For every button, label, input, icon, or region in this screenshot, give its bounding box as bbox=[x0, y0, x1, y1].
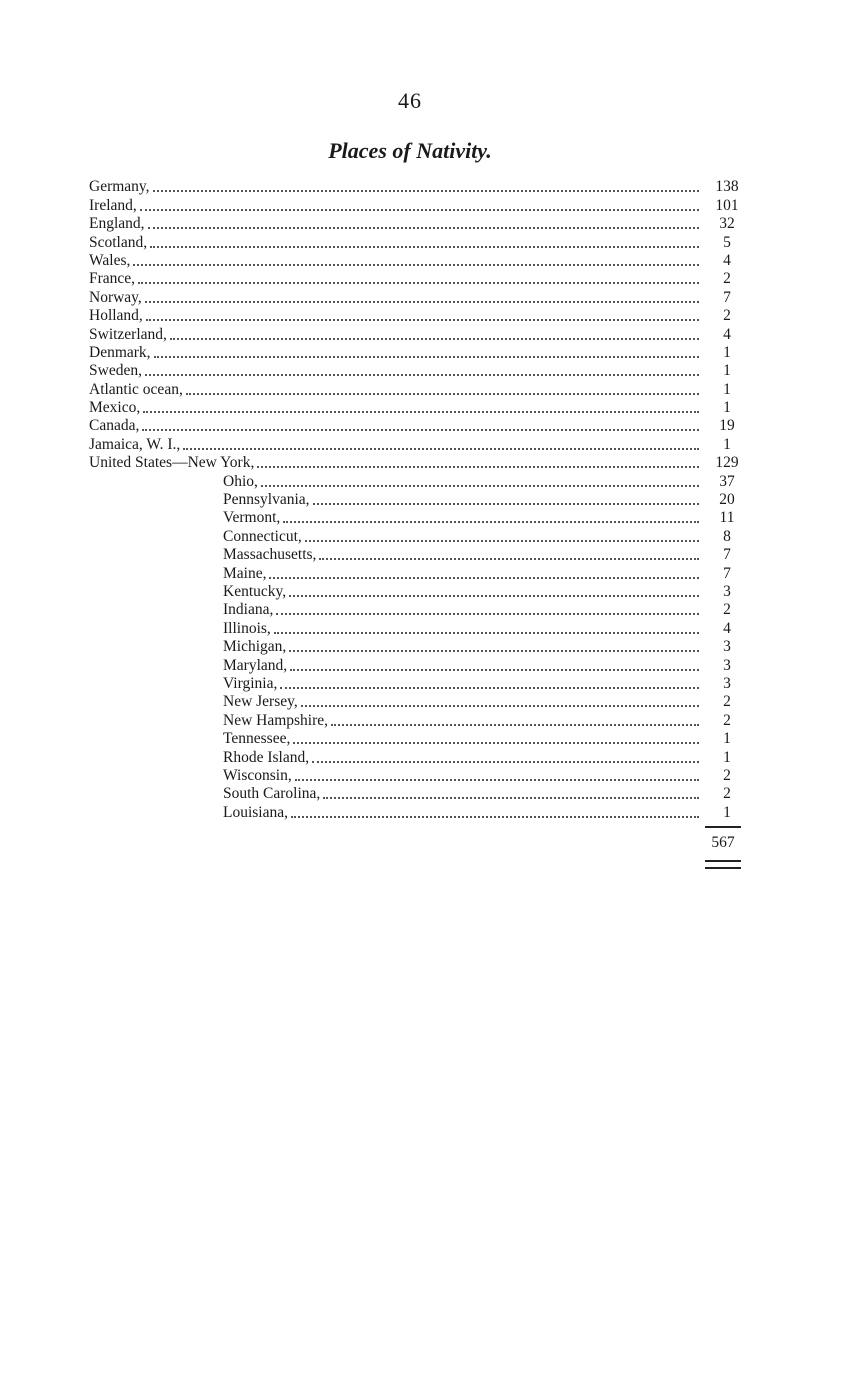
count-value: 2 bbox=[723, 270, 731, 288]
nativity-row bbox=[89, 619, 745, 637]
count-value: 32 bbox=[719, 215, 735, 233]
dot-leader bbox=[289, 650, 699, 652]
place-label: Michigan, bbox=[223, 638, 287, 656]
count-value: 138 bbox=[715, 178, 739, 196]
count-value: 1 bbox=[723, 435, 731, 453]
nativity-row bbox=[89, 307, 745, 325]
nativity-row bbox=[89, 656, 745, 674]
place-label: Wales, bbox=[89, 251, 131, 269]
nativity-row bbox=[89, 509, 745, 527]
count-value: 1 bbox=[723, 380, 731, 398]
nativity-row bbox=[89, 399, 745, 417]
count-value: 11 bbox=[719, 509, 735, 527]
place-label: Louisiana, bbox=[223, 803, 288, 821]
count-value: 2 bbox=[723, 785, 731, 803]
place-label: Switzerland, bbox=[89, 325, 167, 343]
dot-leader bbox=[269, 577, 699, 579]
count-value: 20 bbox=[719, 491, 735, 509]
nativity-row bbox=[89, 233, 745, 251]
place-label: Tennessee, bbox=[223, 730, 291, 748]
dot-leader bbox=[290, 669, 699, 671]
count-value: 101 bbox=[715, 196, 739, 214]
nativity-row bbox=[89, 638, 745, 656]
nativity-row bbox=[89, 252, 745, 270]
count-value: 2 bbox=[723, 766, 731, 784]
place-label: New York, bbox=[187, 454, 255, 472]
place-label: Kentucky, bbox=[223, 582, 287, 600]
place-label: Mexico, bbox=[89, 399, 141, 417]
nativity-table bbox=[89, 178, 745, 822]
dot-leader bbox=[312, 761, 699, 763]
place-label: Maryland, bbox=[223, 656, 288, 674]
nativity-row bbox=[89, 546, 745, 564]
dot-leader bbox=[170, 338, 699, 340]
dot-leader bbox=[276, 613, 699, 615]
nativity-row bbox=[89, 270, 745, 288]
dot-leader bbox=[291, 816, 699, 818]
dot-leader bbox=[257, 466, 699, 468]
place-label: Virginia, bbox=[223, 674, 278, 692]
total-rule bbox=[705, 826, 741, 828]
nativity-row bbox=[89, 730, 745, 748]
dot-leader bbox=[331, 724, 699, 726]
dot-leader bbox=[145, 374, 699, 376]
place-label: Indiana, bbox=[223, 601, 274, 619]
count-value: 37 bbox=[719, 472, 735, 490]
count-value: 3 bbox=[723, 582, 731, 600]
dot-leader bbox=[261, 485, 699, 487]
place-label: Ireland, bbox=[89, 196, 137, 214]
dot-leader bbox=[283, 521, 699, 523]
place-label: France, bbox=[89, 270, 136, 288]
dot-leader bbox=[138, 282, 699, 284]
place-label: Connecticut, bbox=[223, 527, 302, 545]
place-label: New Jersey, bbox=[223, 693, 298, 711]
total-double-rule bbox=[705, 860, 741, 869]
us-prefix-label: United States— bbox=[89, 454, 188, 472]
nativity-row bbox=[89, 215, 745, 233]
place-label: Jamaica, W. I., bbox=[89, 435, 181, 453]
nativity-row bbox=[89, 601, 745, 619]
count-value: 1 bbox=[723, 730, 731, 748]
nativity-row bbox=[89, 748, 745, 766]
dot-leader bbox=[133, 264, 699, 266]
place-label: Pennsylvania, bbox=[223, 491, 310, 509]
nativity-row bbox=[89, 785, 745, 803]
dot-leader bbox=[140, 209, 699, 211]
nativity-row bbox=[89, 711, 745, 729]
nativity-row bbox=[89, 491, 745, 509]
dot-leader bbox=[183, 448, 699, 450]
count-value: 8 bbox=[723, 527, 731, 545]
place-label: Atlantic ocean, bbox=[89, 380, 183, 398]
dot-leader bbox=[289, 595, 699, 597]
page-heading: Places of Nativity. bbox=[328, 138, 492, 163]
nativity-row bbox=[89, 454, 745, 472]
place-label: Ohio, bbox=[223, 472, 258, 490]
nativity-row bbox=[89, 344, 745, 362]
place-label: Maine, bbox=[223, 564, 267, 582]
place-label: Denmark, bbox=[89, 343, 151, 361]
place-label: Massachusetts, bbox=[223, 546, 317, 564]
dot-leader bbox=[153, 190, 699, 192]
dot-leader bbox=[313, 503, 699, 505]
count-value: 19 bbox=[719, 417, 735, 435]
count-value: 4 bbox=[723, 251, 731, 269]
dot-leader bbox=[274, 632, 699, 634]
count-value: 4 bbox=[723, 325, 731, 343]
count-value: 1 bbox=[723, 399, 731, 417]
count-value: 2 bbox=[723, 601, 731, 619]
count-value: 1 bbox=[723, 803, 731, 821]
dot-leader bbox=[150, 246, 699, 248]
count-value: 7 bbox=[723, 564, 731, 582]
page-number: 46 bbox=[398, 88, 422, 113]
count-value: 1 bbox=[723, 748, 731, 766]
place-label: Rhode Island, bbox=[223, 748, 310, 766]
count-value: 5 bbox=[723, 233, 731, 251]
count-value: 1 bbox=[723, 343, 731, 361]
nativity-row bbox=[89, 527, 745, 545]
place-label: Norway, bbox=[89, 288, 142, 306]
count-value: 3 bbox=[723, 656, 731, 674]
dot-leader bbox=[301, 705, 699, 707]
dot-leader bbox=[293, 742, 699, 744]
count-value: 2 bbox=[723, 711, 731, 729]
count-value: 1 bbox=[723, 362, 731, 380]
dot-leader bbox=[319, 558, 699, 560]
total-count: 567 bbox=[711, 834, 735, 851]
nativity-row bbox=[89, 767, 745, 785]
nativity-row bbox=[89, 693, 745, 711]
dot-leader bbox=[142, 429, 699, 431]
place-label: Sweden, bbox=[89, 362, 142, 380]
place-label: Germany, bbox=[89, 178, 150, 196]
dot-leader bbox=[154, 356, 699, 358]
nativity-row bbox=[89, 803, 745, 821]
nativity-row bbox=[89, 196, 745, 214]
place-label: New Hampshire, bbox=[223, 711, 329, 729]
nativity-row bbox=[89, 675, 745, 693]
place-label: Holland, bbox=[89, 307, 143, 325]
count-value: 3 bbox=[723, 638, 731, 656]
count-value: 2 bbox=[723, 307, 731, 325]
nativity-row bbox=[89, 564, 745, 582]
place-label: Canada, bbox=[89, 417, 140, 435]
place-label: Wisconsin, bbox=[223, 766, 292, 784]
nativity-row bbox=[89, 435, 745, 453]
dot-leader bbox=[280, 687, 699, 689]
count-value: 7 bbox=[723, 288, 731, 306]
dot-leader bbox=[186, 393, 699, 395]
dot-leader bbox=[146, 319, 699, 321]
dot-leader bbox=[145, 301, 699, 303]
count-value: 3 bbox=[723, 674, 731, 692]
dot-leader bbox=[295, 779, 699, 781]
count-value: 4 bbox=[723, 619, 731, 637]
dot-leader bbox=[143, 411, 699, 413]
place-label: England, bbox=[89, 215, 145, 233]
nativity-row bbox=[89, 178, 745, 196]
dot-leader bbox=[305, 540, 699, 542]
dot-leader bbox=[148, 227, 699, 229]
nativity-row bbox=[89, 325, 745, 343]
count-value: 2 bbox=[723, 693, 731, 711]
nativity-row bbox=[89, 472, 745, 490]
dot-leader bbox=[323, 797, 699, 799]
nativity-row bbox=[89, 288, 745, 306]
count-value: 7 bbox=[723, 546, 731, 564]
count-value: 129 bbox=[715, 454, 739, 472]
nativity-row bbox=[89, 362, 745, 380]
place-label: South Carolina, bbox=[223, 785, 321, 803]
place-label: Scotland, bbox=[89, 233, 148, 251]
nativity-row bbox=[89, 583, 745, 601]
place-label: Vermont, bbox=[223, 509, 281, 527]
nativity-row bbox=[89, 380, 745, 398]
nativity-row bbox=[89, 417, 745, 435]
place-label: Illinois, bbox=[223, 619, 271, 637]
